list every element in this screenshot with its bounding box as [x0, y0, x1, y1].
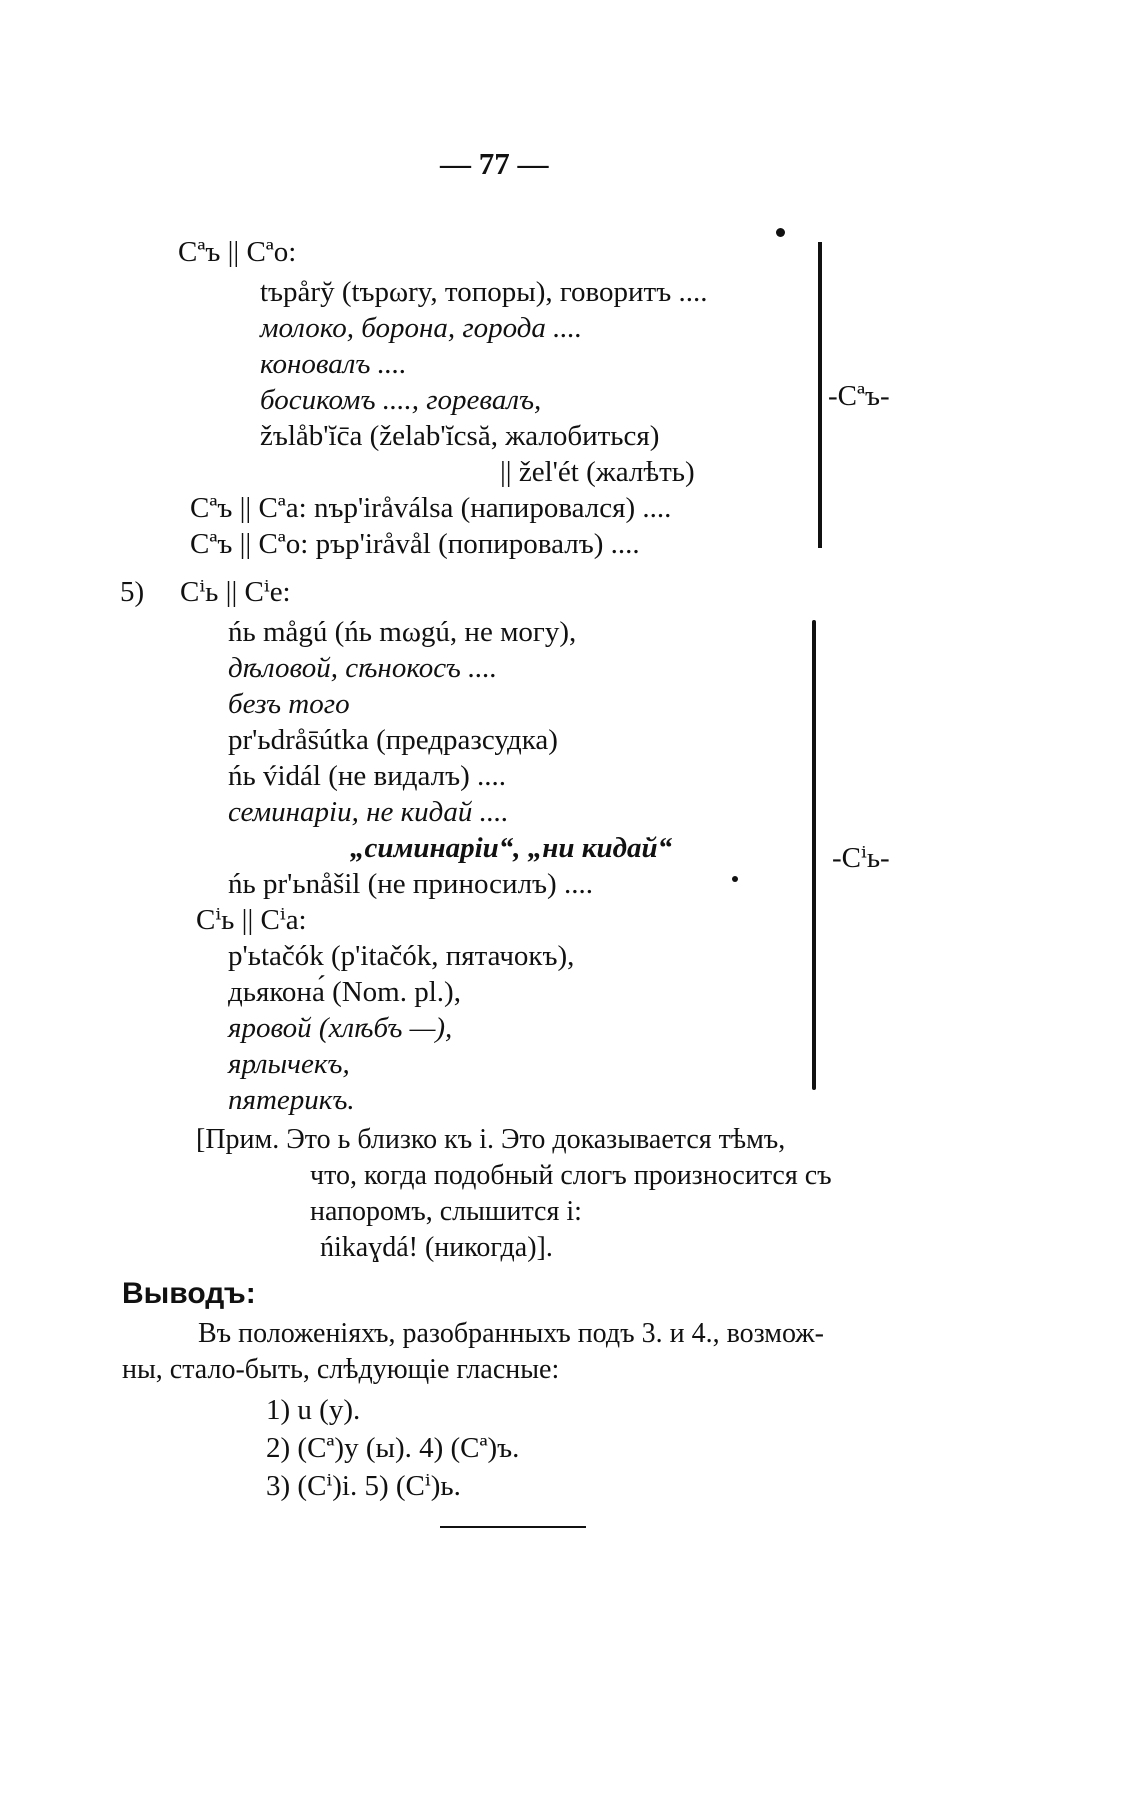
note-line-3: напоромъ, слышится i: [310, 1196, 582, 1227]
section-a-line-4: босикомъ ...., горевалъ, [260, 384, 542, 416]
conclusion-paragraph-line-2: ны, стало-быть, слѣдующіе гласные: [122, 1354, 560, 1385]
section-a-line-3: коновалъ .... [260, 348, 407, 380]
section-a-line-7: Cªъ || Cªa: nъp'iråválsa (напировался) .... [190, 492, 672, 524]
section-b-number: 5) [120, 576, 145, 608]
section-b-bracket [812, 620, 816, 1090]
section-a-line-5: žъlåb'ĭc̄a (želab'ĭcsă, жалобиться) [260, 420, 660, 452]
section-b-line-7: „симинаріи“, „ни кидай“ [350, 832, 673, 864]
conclusion-heading: Выводъ: [122, 1277, 256, 1310]
section-b-header: Cⁱь || Cⁱe: [180, 576, 291, 608]
section-b-line-13: пятерикъ. [228, 1084, 355, 1116]
section-b-line-10: дьякона́ (Nom. pl.), [228, 976, 461, 1008]
section-b-line-4: pr'ьdrås̄útka (предразсудка) [228, 724, 558, 756]
section-a-line-1: tъpåry̆ (tъpωry, топоры), говоритъ .... [260, 276, 708, 308]
conclusion-item-3: 3) (Cⁱ)i. 5) (Cⁱ)ь. [266, 1470, 461, 1502]
note-line-2: что, когда подобный слогъ произносится съ [310, 1160, 832, 1191]
section-a-line-8: Cªъ || Cªo: pъp'iråvål (попировалъ) .... [190, 528, 640, 560]
section-b-line-12: ярлычекъ, [228, 1048, 350, 1080]
section-a-header: Cªъ || Cªo: [178, 236, 297, 268]
page-number: — 77 — [440, 146, 549, 181]
conclusion-item-2: 2) (Cª)y (ы). 4) (Cª)ъ. [266, 1432, 520, 1464]
section-a-line-2: молоко, борона, города .... [260, 312, 583, 344]
end-rule [440, 1526, 586, 1528]
section-b-line-9: p'ьtačók (p'itačók, пятачокъ), [228, 940, 575, 972]
ink-dot [776, 228, 785, 237]
ink-dot [732, 876, 738, 882]
note-line-1: [Прим. Это ь близко къ i. Это доказывается тѣмъ, [196, 1124, 786, 1155]
conclusion-paragraph-line-1: Въ положеніяхъ, разобранныхъ подъ 3. и 4., возмож- [198, 1318, 824, 1349]
conclusion-item-1: 1) u (y). [266, 1394, 361, 1426]
section-b-line-1: ńь mågú (ńь mωgú, не могу), [228, 616, 577, 648]
section-a-bracket-label: -Cªъ- [828, 380, 890, 412]
section-b-subheader: Cⁱь || Cⁱa: [196, 904, 307, 936]
section-b-bracket-label: -Cⁱь- [832, 842, 890, 874]
section-b-line-3: безъ того [228, 688, 350, 720]
note-line-4: ńikaɣdá! (никогда)]. [320, 1232, 553, 1263]
section-b-line-8: ńь pr'ьnåšil (не приносилъ) .... [228, 868, 593, 900]
section-a-bracket [818, 242, 822, 548]
section-b-line-6: семинаріи, не кидай .... [228, 796, 509, 828]
section-b-line-5: ńь v́idál (не видалъ) .... [228, 760, 506, 792]
section-a-line-6: || žel'ét (жалѣть) [500, 456, 695, 488]
section-b-line-2: дѣловой, сѣнокосъ .... [228, 652, 498, 684]
section-b-line-11: яровой (хлѣбъ —), [228, 1012, 453, 1044]
